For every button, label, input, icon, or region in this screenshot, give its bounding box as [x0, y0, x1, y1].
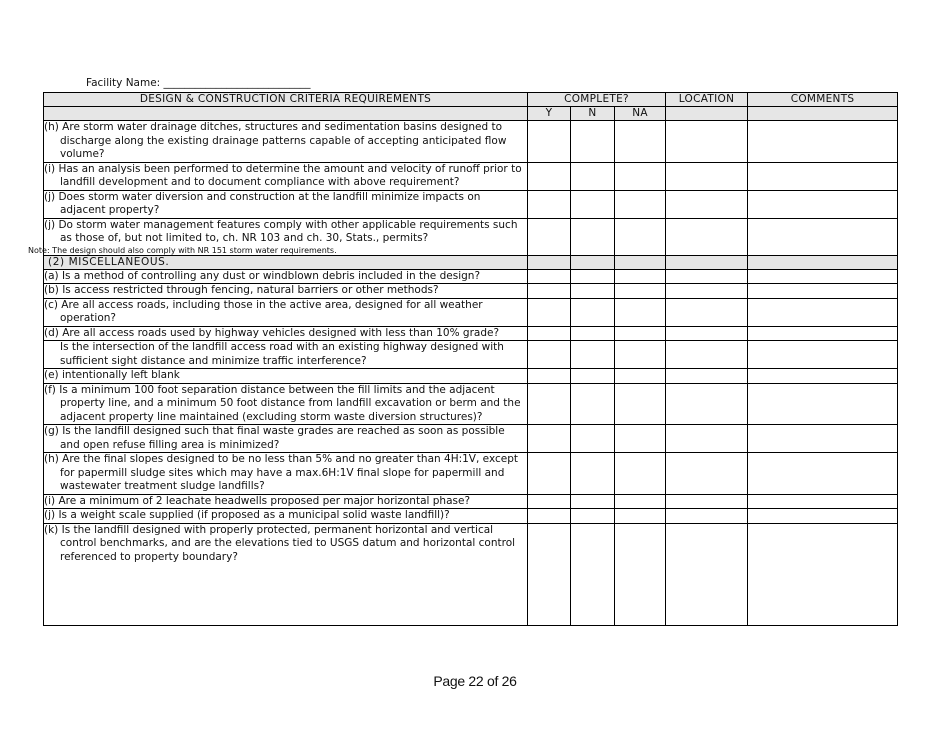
comments-cell[interactable]: [748, 269, 898, 284]
table-row: [44, 190, 898, 218]
comments-cell[interactable]: [748, 341, 898, 369]
location-cell[interactable]: [666, 218, 748, 255]
criteria-cell: [44, 383, 528, 425]
n-header: N: [571, 107, 615, 121]
na-cell[interactable]: [615, 383, 666, 425]
comments-cell[interactable]: [748, 284, 898, 299]
criteria-table: [28, 92, 898, 626]
y-cell[interactable]: [528, 341, 571, 369]
y-cell[interactable]: [528, 453, 571, 495]
location-header: LOCATION: [666, 93, 748, 107]
na-cell[interactable]: [615, 341, 666, 369]
section-row: [44, 255, 898, 269]
comments-cell[interactable]: [748, 369, 898, 384]
criteria-cell: [44, 298, 528, 326]
na-cell[interactable]: [615, 494, 666, 509]
y-cell[interactable]: [528, 162, 571, 190]
criteria-cell: [44, 326, 528, 341]
criteria-cell: [44, 509, 528, 524]
comments-cell[interactable]: [748, 523, 898, 625]
table-subheader-row: [44, 107, 898, 121]
criteria-cell: [44, 341, 528, 369]
na-cell[interactable]: [615, 523, 666, 625]
location-cell[interactable]: [666, 162, 748, 190]
n-cell[interactable]: [571, 341, 615, 369]
criteria-text: (i) Are a minimum of 2 leachate headwells proposed per major horizontal phase?: [44, 494, 471, 507]
n-cell[interactable]: [571, 494, 615, 509]
na-cell[interactable]: [615, 269, 666, 284]
n-cell[interactable]: [571, 284, 615, 299]
table-row: [44, 383, 898, 425]
location-cell[interactable]: [666, 453, 748, 495]
criteria-text: (e) intentionally left blank: [44, 369, 180, 381]
y-cell[interactable]: [528, 269, 571, 284]
n-cell[interactable]: [571, 162, 615, 190]
n-cell[interactable]: [571, 509, 615, 524]
requirements-header: DESIGN & CONSTRUCTION CRITERIA REQUIREMENTS: [44, 93, 528, 107]
table-row: [44, 523, 898, 625]
n-cell[interactable]: [571, 369, 615, 384]
table-header-row: [44, 93, 898, 107]
table-row: [44, 425, 898, 453]
y-cell[interactable]: [528, 284, 571, 299]
n-cell[interactable]: [571, 269, 615, 284]
table-row: [44, 162, 898, 190]
criteria-text: (j) Does storm water diversion and construction at the landfill minimize impacts on adjacent property?: [44, 190, 481, 216]
na-cell[interactable]: [615, 326, 666, 341]
blank-subheader: [44, 107, 528, 121]
y-cell[interactable]: [528, 190, 571, 218]
na-cell[interactable]: [615, 298, 666, 326]
criteria-text: (b) Is access restricted through fencing, natural barriers or other methods?: [44, 284, 439, 296]
location-cell[interactable]: [666, 425, 748, 453]
table-row: [44, 269, 898, 284]
page-number: Page 22 of 26: [433, 673, 517, 689]
criteria-text: (h) Are storm water drainage ditches, structures and sedimentation basins designed to discharge along the existing drainage patterns capable of accepting anticipated flow volume?: [44, 121, 507, 160]
n-cell[interactable]: [571, 190, 615, 218]
comments-cell[interactable]: [748, 162, 898, 190]
table-row: [44, 369, 898, 384]
location-cell[interactable]: [666, 298, 748, 326]
y-cell[interactable]: [528, 509, 571, 524]
na-cell[interactable]: [615, 509, 666, 524]
criteria-text: (c) Are all access roads, including those in the active area, designed for all weather operation?: [44, 298, 483, 324]
na-cell[interactable]: [615, 284, 666, 299]
n-cell[interactable]: [571, 383, 615, 425]
criteria-cell: [44, 369, 528, 384]
criteria-cell: [44, 494, 528, 509]
table-row: [44, 298, 898, 326]
y-cell[interactable]: [528, 218, 571, 255]
comments-cell[interactable]: [748, 121, 898, 163]
criteria-text: Is the intersection of the landfill access road with an existing highway designed with sufficient sight distance and minimize traffic interference?: [60, 341, 504, 367]
y-cell[interactable]: [528, 326, 571, 341]
y-cell[interactable]: [528, 383, 571, 425]
table-row: [44, 341, 898, 369]
criteria-text: (a) Is a method of controlling any dust or windblown debris included in the design?: [44, 269, 481, 282]
criteria-text: (j) Is a weight scale supplied (if proposed as a municipal solid waste landfill)?: [44, 509, 450, 521]
section-title: (2) MISCELLANEOUS.: [44, 255, 528, 269]
criteria-cell: [28, 218, 528, 255]
comments-cell[interactable]: [748, 190, 898, 218]
criteria-note: Note: The design should also comply with NR 151 storm water requirements.: [28, 245, 337, 255]
table-row: [44, 218, 898, 255]
location-cell[interactable]: [666, 121, 748, 163]
complete-header: COMPLETE?: [528, 93, 666, 107]
na-cell[interactable]: [615, 369, 666, 384]
criteria-text: (h) Are the final slopes designed to be no less than 5% and no greater than 4H:1V, except for papermill sludge sites which may have a max.6H:1V final slope for papermill and wastewater treatment sludge landfills?: [44, 453, 518, 492]
criteria-text: (d) Are all access roads used by highway vehicles designed with less than 10% grade?: [44, 326, 500, 339]
location-cell[interactable]: [666, 369, 748, 384]
na-cell[interactable]: [615, 218, 666, 255]
criteria-text: (i) Has an analysis been performed to determine the amount and velocity of runoff prior to landfill development and to document compliance with above requirement?: [44, 162, 522, 188]
na-cell[interactable]: [615, 162, 666, 190]
n-cell[interactable]: [571, 218, 615, 255]
na-header: NA: [615, 107, 666, 121]
table-row: [44, 453, 898, 495]
comments-header: COMMENTS: [748, 93, 898, 107]
table-row: [44, 121, 898, 163]
criteria-cell: [44, 523, 528, 625]
na-cell[interactable]: [615, 121, 666, 163]
table-row: [44, 326, 898, 341]
y-cell[interactable]: [528, 369, 571, 384]
location-cell[interactable]: [666, 523, 748, 625]
criteria-cell: [44, 269, 528, 284]
location-cell[interactable]: [666, 326, 748, 341]
criteria-text: (g) Is the landfill designed such that final waste grades are reached as soon as possible and open refuse filling area is minimized?: [44, 425, 505, 451]
location-cell[interactable]: [666, 494, 748, 509]
y-cell[interactable]: [528, 121, 571, 163]
comments-cell[interactable]: [748, 425, 898, 453]
location-cell[interactable]: [666, 341, 748, 369]
location-cell[interactable]: [666, 383, 748, 425]
comments-cell[interactable]: [748, 509, 898, 524]
na-cell[interactable]: [615, 425, 666, 453]
location-cell[interactable]: [666, 509, 748, 524]
location-cell[interactable]: [666, 190, 748, 218]
criteria-text: (k) Is the landfill designed with properly protected, permanent horizontal and vertical control benchmarks, and are the elevations tied to USGS datum and horizontal control referenced to property boundary?: [44, 523, 516, 563]
y-cell[interactable]: [528, 523, 571, 625]
criteria-cell: [44, 190, 528, 218]
criteria-cell: [44, 162, 528, 190]
comments-cell[interactable]: [748, 383, 898, 425]
y-header: Y: [528, 107, 571, 121]
comments-cell[interactable]: [748, 326, 898, 341]
facility-name-field: Facility Name: ____________________________: [86, 77, 311, 89]
criteria-cell: [44, 121, 528, 163]
comments-subheader: [748, 107, 898, 121]
comments-cell[interactable]: [748, 494, 898, 509]
n-cell[interactable]: [571, 326, 615, 341]
comments-cell[interactable]: [748, 453, 898, 495]
na-cell[interactable]: [615, 453, 666, 495]
na-cell[interactable]: [615, 190, 666, 218]
location-cell[interactable]: [666, 269, 748, 284]
y-cell[interactable]: [528, 494, 571, 509]
criteria-cell: [44, 453, 528, 495]
n-cell[interactable]: [571, 523, 615, 625]
criteria-text: (j) Do storm water management features comply with other applicable requirements such as those of, but not limited to, ch. NR 103 and ch. 30, Stats., permits?: [44, 218, 518, 244]
location-cell[interactable]: [666, 284, 748, 299]
criteria-cell: [44, 425, 528, 453]
table-row: [44, 284, 898, 299]
table-row: [44, 494, 898, 509]
criteria-text: (f) Is a minimum 100 foot separation distance between the fill limits and the adjacent property line, and a minimum 50 foot distance from landfill excavation or berm and the adjacent property line maintained (excluding storm waste diversion structures)?: [44, 383, 521, 423]
n-cell[interactable]: [571, 453, 615, 495]
table-row: [44, 509, 898, 524]
comments-cell[interactable]: [748, 218, 898, 255]
y-cell[interactable]: [528, 425, 571, 453]
n-cell[interactable]: [571, 121, 615, 163]
n-cell[interactable]: [571, 298, 615, 326]
comments-cell[interactable]: [748, 298, 898, 326]
location-subheader: [666, 107, 748, 121]
criteria-cell: [44, 284, 528, 299]
n-cell[interactable]: [571, 425, 615, 453]
y-cell[interactable]: [528, 298, 571, 326]
